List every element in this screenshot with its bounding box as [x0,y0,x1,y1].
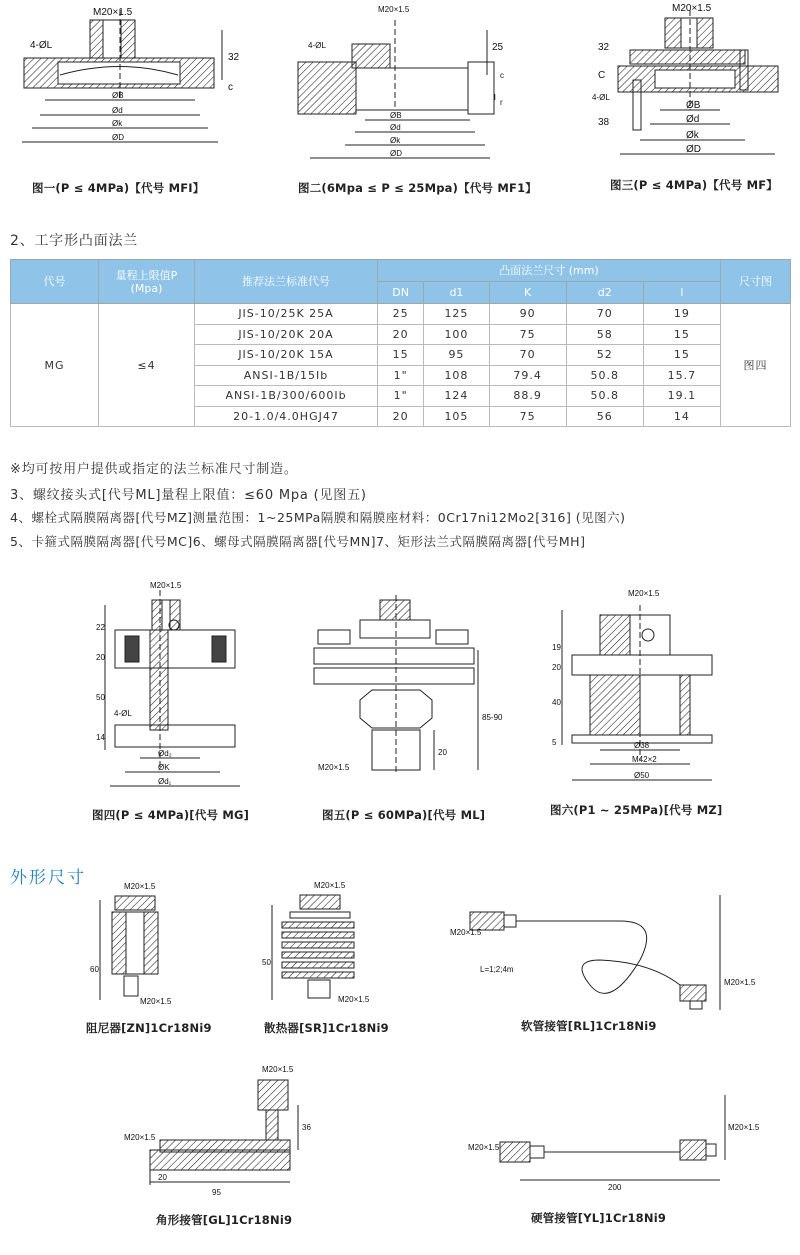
hose-thread-left: M20×1.5 [450,928,482,937]
cell-d1: 125 [424,304,489,325]
note-3: 3、螺纹接头式[代号ML]量程上限值：≤60 Mpa (见图五) [10,488,367,503]
cell-d1: 108 [424,365,489,386]
angle-w95: 95 [212,1188,221,1197]
rigid-pipe-caption: 硬管接管[YL]1Cr18Ni9 [531,1211,667,1225]
cell-d2: 50.8 [566,386,643,407]
cell-dn: 1" [378,386,424,407]
header-standard: 推荐法兰标准代号 [195,260,378,304]
cell-range: ≤4 [99,304,195,427]
fig1-d-label: Ød [112,106,123,115]
damper-h60: 60 [90,965,99,974]
hose-caption: 软管接管[RL]1Cr18Ni9 [521,1019,657,1033]
hose-length: L=1;2;4m [480,965,514,974]
section-3-title: 外形尺寸 [10,868,86,888]
header-flange-dimensions: 凸面法兰尺寸 (mm) [378,260,721,282]
fig6-thread-label: M20×1.5 [628,589,660,598]
cell-standard: JIS-10/25K 25A [195,304,378,325]
fig4-d2-label: Ød₂ [158,749,172,758]
header-d1: d1 [424,282,489,304]
fig2-c-label: c [500,71,504,80]
cell-k: 75 [489,406,566,427]
fig1-thread-label: M20×1.5 [93,7,133,18]
fig6-h20-label: 20 [552,663,561,672]
fig6-d50-label: Ø50 [634,771,650,780]
figure-2-caption: 图二(6Mpa ≤ P ≤ 25Mpa)【代号 MF1】 [298,181,538,195]
header-d2: d2 [566,282,643,304]
radiator-h50: 50 [262,958,271,967]
fig2-l-label: l [494,93,496,102]
cell-k: 75 [489,324,566,345]
radiator-thread-top: M20×1.5 [314,881,346,890]
rigid-w200: 200 [608,1183,622,1192]
cell-dn: 15 [378,345,424,366]
fig4-k-label: ØK [158,763,170,772]
fig3-h32-label: 32 [598,42,610,53]
cell-standard: ANSI-1B/15Ib [195,365,378,386]
fig3-k-label: Øk [686,130,699,141]
header-k: K [489,282,566,304]
cell-k: 70 [489,345,566,366]
fig3-h38-label: 38 [598,117,610,128]
fig2-b-label: ØB [390,111,402,120]
cell-d1: 124 [424,386,489,407]
header-range: 量程上限值P (Mpa) [99,260,195,304]
hose-thread-right: M20×1.5 [724,978,756,987]
cell-l: 19 [643,304,720,325]
fig4-h22-label: 22 [96,623,105,632]
angle-thread-left: M20×1.5 [124,1133,156,1142]
fig4-thread-label: M20×1.5 [150,581,182,590]
fig3-c-label: C [598,70,606,81]
angle-w20: 20 [158,1173,167,1182]
note-5: 5、卡箍式隔膜隔离器[代号MC]6、螺母式隔膜隔离器[代号MN]7、矩形法兰式隔膜隔离器[代号MH] [10,534,586,549]
fig6-h40-label: 40 [552,698,561,707]
angle-pipe-drawing [150,1080,298,1185]
cell-d2: 52 [566,345,643,366]
figure-1-caption: 图一(P ≤ 4MPa)【代号 MFI】 [32,181,205,195]
cell-dn: 20 [378,406,424,427]
fig1-k-label: Øk [112,119,123,128]
figure-4-caption: 图四(P ≤ 4MPa)[代号 MG] [92,808,250,822]
fig5-h20-label: 20 [438,748,447,757]
cell-l: 19.1 [643,386,720,407]
fig2-thread-label: M20×1.5 [378,5,410,14]
fig2-r-label: r [500,98,503,107]
fig3-thread-label: M20×1.5 [672,3,712,14]
damper-drawing [100,896,158,1000]
radiator-thread-bottom: M20×1.5 [338,995,370,1004]
fig4-d1-label: Ød₁ [158,777,172,786]
fig3-d-label: Ød [686,114,700,125]
fig2-holes-label: 4-ØL [308,41,326,50]
cell-dn: 25 [378,304,424,325]
fig1-holes-label: 4-ØL [30,40,53,51]
fig5-h8590-label: 85-90 [482,713,503,722]
fig3-b-label: ØB [686,100,701,111]
damper-thread-bottom: M20×1.5 [140,997,172,1006]
header-code: 代号 [11,260,99,304]
fig4-h50-label: 50 [96,693,105,702]
rigid-thread-left: M20×1.5 [468,1143,500,1152]
fig2-h25-label: 25 [492,42,504,53]
damper-thread-top: M20×1.5 [124,882,156,891]
cell-d1: 95 [424,345,489,366]
fig2-d-label: Ød [390,123,401,132]
cell-d1: 100 [424,324,489,345]
cell-d2: 70 [566,304,643,325]
angle-h36: 36 [302,1123,311,1132]
cell-standard: 20-1.0/4.0HGJ47 [195,406,378,427]
note-custom: ※均可按用户提供或指定的法兰标准尺寸制造。 [10,462,298,477]
header-l: l [643,282,720,304]
figure-3-caption: 图三(P ≤ 4MPa)【代号 MF】 [610,178,779,192]
fig1-b-label: ØB [112,91,124,100]
cell-code: MG [11,304,99,427]
fig3-D-label: ØD [686,144,701,155]
fig2-k-label: Øk [390,136,401,145]
cell-k: 79.4 [489,365,566,386]
cell-k: 90 [489,304,566,325]
cell-standard: JIS-10/20K 15A [195,345,378,366]
cell-l: 15 [643,324,720,345]
note-4: 4、螺栓式隔膜隔离器[代号MZ]测量范围：1~25MPa隔膜和隔膜座材料：0Cr17ni12Mo2[316] (见图六) [10,510,626,525]
cell-l: 14 [643,406,720,427]
fig2-D-label: ØD [390,149,402,158]
cell-l: 15 [643,345,720,366]
fig5-thread-label: M20×1.5 [318,763,350,772]
rigid-thread-right: M20×1.5 [728,1123,760,1132]
cell-d2: 56 [566,406,643,427]
cell-l: 15.7 [643,365,720,386]
cell-standard: JIS-10/20K 20A [195,324,378,345]
fig6-h19-label: 19 [552,643,561,652]
radiator-caption: 散热器[SR]1Cr18Ni9 [264,1021,389,1035]
fig6-h5-label: 5 [552,738,557,747]
cell-figure: 图四 [721,304,791,427]
fig1-c-label: c [228,82,233,93]
fig4-h20-label: 20 [96,653,105,662]
angle-thread-top: M20×1.5 [262,1065,294,1074]
header-figure: 尺寸图 [721,260,791,304]
figure-5-caption: 图五(P ≤ 60MPa)[代号 ML] [322,808,486,822]
cell-d2: 58 [566,324,643,345]
fig1-D-label: ØD [112,133,124,142]
cell-d2: 50.8 [566,365,643,386]
cell-d1: 105 [424,406,489,427]
fig4-h14-label: 14 [96,733,105,742]
fig6-d38-label: Ø38 [634,741,650,750]
figure-6-caption: 图六(P1 ~ 25MPa)[代号 MZ] [550,803,723,817]
angle-pipe-caption: 角形接管[GL]1Cr18Ni9 [156,1213,293,1227]
cell-dn: 1" [378,365,424,386]
cell-k: 88.9 [489,386,566,407]
fig1-h32-label: 32 [228,52,240,63]
section-2-title: 2、工字形凸面法兰 [10,233,139,249]
damper-caption: 阻尼器[ZN]1Cr18Ni9 [86,1021,212,1035]
rigid-pipe-drawing [500,1095,725,1180]
fig3-holes-label: 4-ØL [592,93,610,102]
radiator-drawing [272,895,354,1000]
hose-drawing [470,895,720,1010]
fig4-holes-label: 4-ØL [114,709,132,718]
header-dn: DN [378,282,424,304]
fig6-m42-label: M42×2 [632,755,657,764]
cell-standard: ANSI-1B/300/600Ib [195,386,378,407]
cell-dn: 20 [378,324,424,345]
